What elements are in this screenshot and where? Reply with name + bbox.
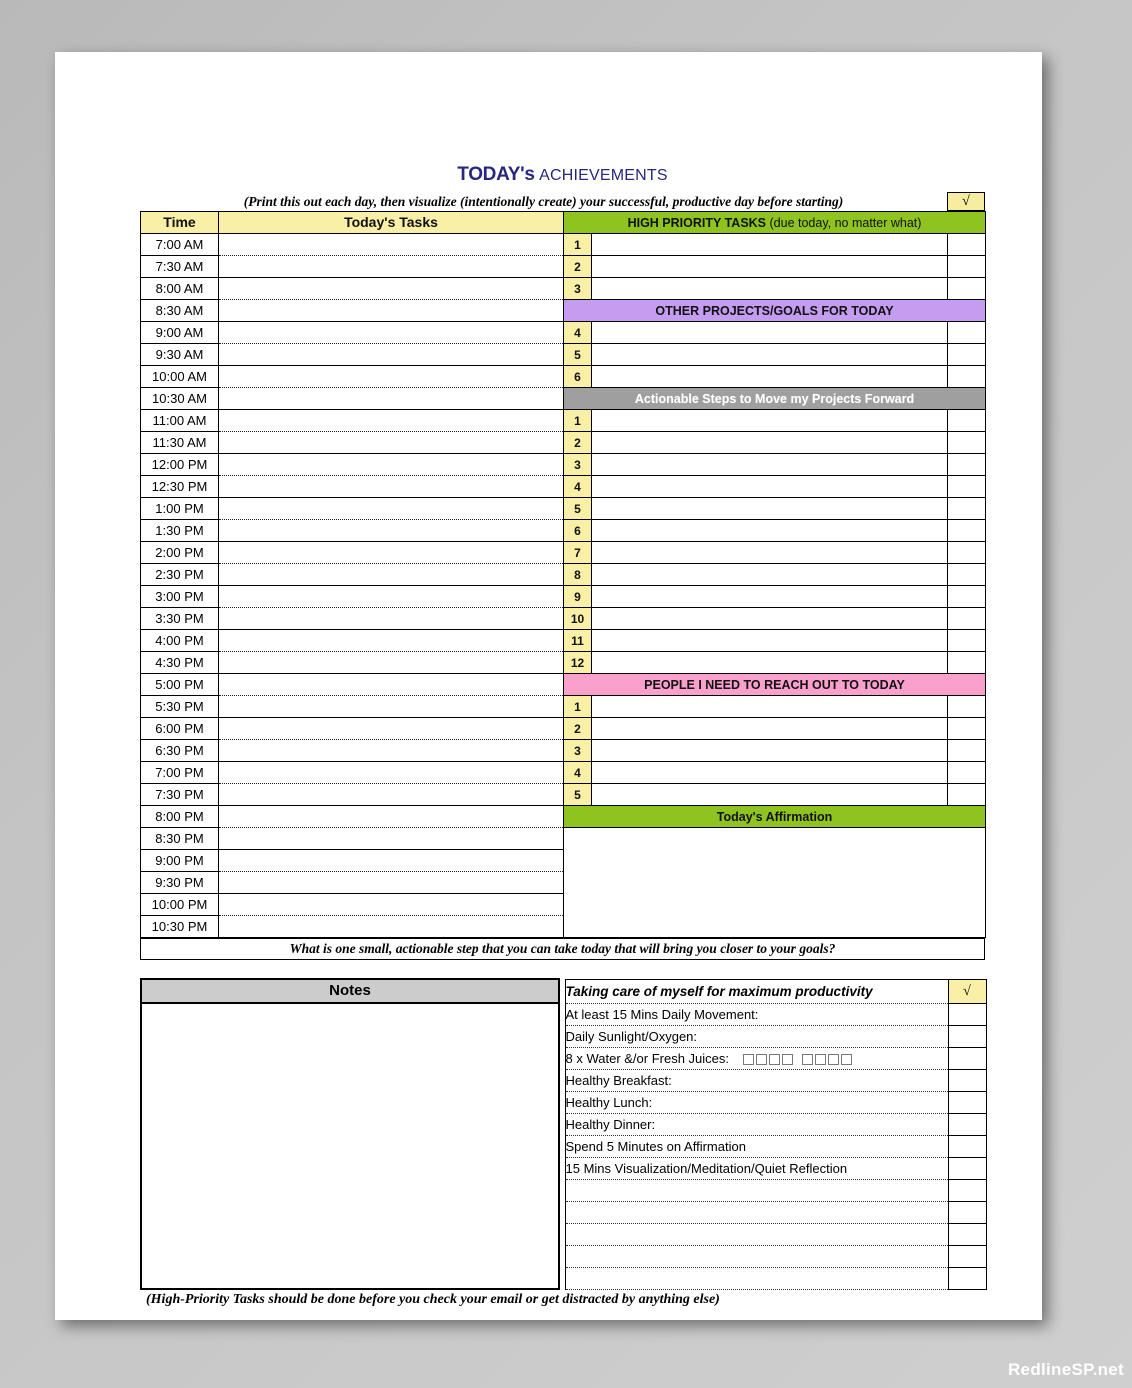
task-input-line[interactable] — [219, 256, 564, 278]
planner-grid — [140, 211, 986, 938]
subtitle-row — [140, 192, 985, 211]
time-label: 4:30 PM — [141, 652, 219, 674]
self-care-item-label: 8 x Water &/or Fresh Juices: — [565, 1050, 730, 1066]
task-input-line[interactable] — [219, 718, 564, 740]
item-check-box[interactable] — [948, 564, 986, 586]
item-input-line[interactable] — [592, 542, 948, 564]
item-input-line[interactable] — [592, 762, 948, 784]
task-input-line[interactable] — [219, 300, 564, 322]
time-row — [141, 718, 986, 740]
self-care-item-label: Spend 5 Minutes on Affirmation — [565, 1138, 746, 1154]
self-care-item — [565, 1069, 948, 1091]
time-label: 6:00 PM — [141, 718, 219, 740]
item-check-box[interactable] — [948, 234, 986, 256]
item-input-line[interactable] — [592, 256, 948, 278]
self-care-item-label: Healthy Breakfast: — [565, 1072, 672, 1088]
water-checkbox[interactable] — [815, 1054, 826, 1065]
item-check-box[interactable] — [948, 322, 986, 344]
notes-header: Notes — [141, 979, 559, 1003]
task-input-line[interactable] — [219, 894, 564, 916]
time-row — [141, 762, 986, 784]
item-input-line[interactable] — [592, 278, 948, 300]
item-number: 2 — [564, 718, 592, 740]
time-label: 10:00 AM — [141, 366, 219, 388]
time-row — [141, 586, 986, 608]
item-input-line[interactable] — [592, 454, 948, 476]
task-input-line[interactable] — [219, 520, 564, 542]
section-header-high-priority — [564, 212, 986, 234]
item-number: 11 — [564, 630, 592, 652]
item-check-box[interactable] — [948, 278, 986, 300]
time-label: 10:00 PM — [141, 894, 219, 916]
time-row — [141, 740, 986, 762]
item-input-line[interactable] — [592, 476, 948, 498]
task-input-line[interactable] — [219, 476, 564, 498]
item-number: 6 — [564, 366, 592, 388]
item-number: 5 — [564, 498, 592, 520]
water-checkbox[interactable] — [769, 1054, 780, 1065]
affirmation-text-area[interactable] — [564, 828, 986, 938]
item-number: 2 — [564, 432, 592, 454]
time-row — [141, 498, 986, 520]
time-label: 8:00 AM — [141, 278, 219, 300]
time-row — [141, 278, 986, 300]
self-care-blank-line — [565, 1223, 948, 1245]
task-input-line[interactable] — [219, 498, 564, 520]
time-row — [141, 234, 986, 256]
item-input-line[interactable] — [592, 630, 948, 652]
time-row — [141, 630, 986, 652]
self-care-blank-line — [565, 1245, 948, 1267]
item-input-line[interactable] — [592, 784, 948, 806]
item-input-line[interactable] — [592, 322, 948, 344]
section-header: OTHER PROJECTS/GOALS FOR TODAY — [564, 300, 986, 322]
water-checkbox-group[interactable] — [743, 1048, 854, 1069]
water-checkbox[interactable] — [802, 1054, 813, 1065]
time-label: 9:30 PM — [141, 872, 219, 894]
self-care-check-box[interactable] — [948, 1047, 986, 1069]
time-label: 2:00 PM — [141, 542, 219, 564]
self-care-check-box[interactable] — [948, 1157, 986, 1179]
column-header-tasks: Today's Tasks — [219, 212, 564, 234]
lower-section — [140, 978, 985, 1290]
time-row — [141, 608, 986, 630]
time-label: 4:00 PM — [141, 630, 219, 652]
self-care-item — [565, 1091, 948, 1113]
item-check-box[interactable] — [948, 410, 986, 432]
task-input-line[interactable] — [219, 828, 564, 850]
task-input-line[interactable] — [219, 872, 564, 894]
item-input-line[interactable] — [592, 234, 948, 256]
self-care-item — [565, 1025, 948, 1047]
time-row — [141, 520, 986, 542]
item-number: 3 — [564, 278, 592, 300]
task-input-line[interactable] — [219, 410, 564, 432]
watermark: RedlineSP.net — [1007, 1360, 1124, 1379]
task-input-line[interactable] — [219, 432, 564, 454]
time-label: 5:00 PM — [141, 674, 219, 696]
time-label: 7:30 AM — [141, 256, 219, 278]
item-check-box[interactable] — [948, 608, 986, 630]
time-row — [141, 410, 986, 432]
item-check-box[interactable] — [948, 586, 986, 608]
item-number: 3 — [564, 740, 592, 762]
item-input-line[interactable] — [592, 344, 948, 366]
time-label: 10:30 PM — [141, 916, 219, 938]
item-check-box[interactable] — [948, 476, 986, 498]
self-care-check-box[interactable] — [948, 1113, 986, 1135]
time-row — [141, 344, 986, 366]
self-care-check-box[interactable] — [948, 1245, 986, 1267]
planner-sheet — [140, 162, 985, 1308]
time-label: 10:30 AM — [141, 388, 219, 410]
item-number: 9 — [564, 586, 592, 608]
self-care-item — [565, 1003, 948, 1025]
column-header-time: Time — [141, 212, 219, 234]
self-care-check-box[interactable] — [948, 1069, 986, 1091]
question-table — [140, 938, 985, 960]
self-care-item — [565, 1047, 948, 1069]
self-care-check-box[interactable] — [948, 1267, 986, 1289]
high-priority-note: (due today, no matter what) — [766, 215, 922, 230]
item-number: 3 — [564, 454, 592, 476]
item-number: 5 — [564, 784, 592, 806]
item-check-box[interactable] — [948, 740, 986, 762]
item-number: 1 — [564, 696, 592, 718]
task-input-line[interactable] — [219, 806, 564, 828]
item-check-box[interactable] — [948, 432, 986, 454]
time-label: 8:00 PM — [141, 806, 219, 828]
item-input-line[interactable] — [592, 696, 948, 718]
water-checkbox[interactable] — [828, 1054, 839, 1065]
section-header: Actionable Steps to Move my Projects Forward — [564, 388, 986, 410]
item-check-box[interactable] — [948, 344, 986, 366]
task-input-line[interactable] — [219, 608, 564, 630]
item-number: 10 — [564, 608, 592, 630]
self-care-item-label: Healthy Dinner: — [565, 1116, 656, 1132]
title-light: ACHIEVEMENTS — [539, 167, 668, 184]
item-check-box[interactable] — [948, 784, 986, 806]
time-row — [141, 652, 986, 674]
time-label: 7:30 PM — [141, 784, 219, 806]
self-care-check-box[interactable] — [948, 1223, 986, 1245]
task-input-line[interactable] — [219, 762, 564, 784]
time-row — [141, 542, 986, 564]
time-label: 6:30 PM — [141, 740, 219, 762]
time-label: 7:00 PM — [141, 762, 219, 784]
water-checkbox[interactable] — [756, 1054, 767, 1065]
item-input-line[interactable] — [592, 586, 948, 608]
item-number: 12 — [564, 652, 592, 674]
self-care-item-label: At least 15 Mins Daily Movement: — [565, 1006, 759, 1022]
item-check-box[interactable] — [948, 762, 986, 784]
self-care-blank-line — [565, 1267, 948, 1289]
task-input-line[interactable] — [219, 564, 564, 586]
time-row — [141, 322, 986, 344]
grid-header-row — [141, 212, 986, 234]
water-checkbox[interactable] — [782, 1054, 793, 1065]
self-care-item — [565, 1113, 948, 1135]
task-input-line[interactable] — [219, 784, 564, 806]
footer-note: (High-Priority Tasks should be done before you check your email or get distracted by anything else) — [146, 1292, 720, 1307]
task-input-line[interactable] — [219, 542, 564, 564]
time-row — [141, 828, 986, 850]
time-label: 11:00 AM — [141, 410, 219, 432]
item-number: 7 — [564, 542, 592, 564]
item-check-box[interactable] — [948, 520, 986, 542]
water-checkbox[interactable] — [743, 1054, 754, 1065]
time-row — [141, 564, 986, 586]
item-input-line[interactable] — [592, 432, 948, 454]
item-number: 8 — [564, 564, 592, 586]
time-row — [141, 256, 986, 278]
self-care-item-label: Daily Sunlight/Oxygen: — [565, 1028, 698, 1044]
high-priority-bold: HIGH PRIORITY TASKS — [627, 215, 767, 230]
item-input-line[interactable] — [592, 608, 948, 630]
notes-text-area[interactable] — [141, 1003, 559, 1289]
time-label: 1:00 PM — [141, 498, 219, 520]
item-input-line[interactable] — [592, 520, 948, 542]
time-row — [141, 454, 986, 476]
time-row — [141, 696, 986, 718]
task-input-line[interactable] — [219, 344, 564, 366]
item-check-box[interactable] — [948, 696, 986, 718]
task-input-line[interactable] — [219, 630, 564, 652]
time-label: 9:30 AM — [141, 344, 219, 366]
self-care-item-label: 15 Mins Visualization/Meditation/Quiet Reflection — [565, 1160, 848, 1176]
item-check-box[interactable] — [948, 256, 986, 278]
task-input-line[interactable] — [219, 916, 564, 938]
time-label: 3:00 PM — [141, 586, 219, 608]
self-care-blank-line — [565, 1179, 948, 1201]
time-row — [141, 674, 986, 696]
title-strong: TODAY's — [457, 164, 535, 185]
item-number: 2 — [564, 256, 592, 278]
item-number: 1 — [564, 410, 592, 432]
task-input-line[interactable] — [219, 278, 564, 300]
section-header: PEOPLE I NEED TO REACH OUT TO TODAY — [564, 674, 986, 696]
printable-page — [55, 52, 1042, 1320]
water-checkbox[interactable] — [841, 1054, 852, 1065]
header-tick-box: √ — [947, 192, 985, 211]
time-row — [141, 476, 986, 498]
item-input-line[interactable] — [592, 718, 948, 740]
item-number: 1 — [564, 234, 592, 256]
self-care-check-box[interactable] — [948, 1025, 986, 1047]
time-label: 9:00 AM — [141, 322, 219, 344]
item-check-box[interactable] — [948, 652, 986, 674]
self-care-check-box[interactable] — [948, 1201, 986, 1223]
time-row — [141, 366, 986, 388]
task-input-line[interactable] — [219, 674, 564, 696]
time-row — [141, 432, 986, 454]
time-row — [141, 806, 986, 828]
time-label: 7:00 AM — [141, 234, 219, 256]
task-input-line[interactable] — [219, 740, 564, 762]
item-input-line[interactable] — [592, 652, 948, 674]
item-input-line[interactable] — [592, 366, 948, 388]
time-row — [141, 300, 986, 322]
item-check-box[interactable] — [948, 718, 986, 740]
self-care-item — [565, 1135, 948, 1157]
page-title — [140, 162, 985, 186]
task-input-line[interactable] — [219, 586, 564, 608]
task-input-line[interactable] — [219, 696, 564, 718]
self-care-check-box[interactable] — [948, 1091, 986, 1113]
self-care-blank-line — [565, 1201, 948, 1223]
time-label: 9:00 PM — [141, 850, 219, 872]
time-label: 12:00 PM — [141, 454, 219, 476]
self-care-check-box[interactable] — [948, 1179, 986, 1201]
time-label: 5:30 PM — [141, 696, 219, 718]
task-input-line[interactable] — [219, 322, 564, 344]
self-care-tick-header: √ — [948, 979, 986, 1003]
item-number: 4 — [564, 762, 592, 784]
time-label: 8:30 PM — [141, 828, 219, 850]
section-header: Today's Affirmation — [564, 806, 986, 828]
self-care-item — [565, 1157, 948, 1179]
notes-and-selfcare-grid — [140, 978, 987, 1290]
item-number: 6 — [564, 520, 592, 542]
item-input-line[interactable] — [592, 410, 948, 432]
item-input-line[interactable] — [592, 498, 948, 520]
item-check-box[interactable] — [948, 366, 986, 388]
task-input-line[interactable] — [219, 366, 564, 388]
time-label: 3:30 PM — [141, 608, 219, 630]
item-input-line[interactable] — [592, 740, 948, 762]
time-row — [141, 784, 986, 806]
item-check-box[interactable] — [948, 630, 986, 652]
task-input-line[interactable] — [219, 388, 564, 410]
subtitle-text: (Print this out each day, then visualize (intentionally create) your successful, productive day before starting) — [243, 194, 844, 209]
task-input-line[interactable] — [219, 234, 564, 256]
self-care-check-box[interactable] — [948, 1003, 986, 1025]
item-number: 5 — [564, 344, 592, 366]
self-care-check-box[interactable] — [948, 1135, 986, 1157]
task-input-line[interactable] — [219, 454, 564, 476]
self-care-header: Taking care of myself for maximum productivity — [565, 979, 948, 1003]
task-input-line[interactable] — [219, 850, 564, 872]
time-label: 11:30 AM — [141, 432, 219, 454]
goal-question: What is one small, actionable step that you can take today that will bring you closer to your goals? — [141, 939, 985, 960]
item-input-line[interactable] — [592, 564, 948, 586]
time-label: 8:30 AM — [141, 300, 219, 322]
time-label: 2:30 PM — [141, 564, 219, 586]
self-care-item-label: Healthy Lunch: — [565, 1094, 653, 1110]
item-number: 4 — [564, 322, 592, 344]
item-check-box[interactable] — [948, 498, 986, 520]
item-number: 4 — [564, 476, 592, 498]
lower-row — [141, 979, 986, 1003]
task-input-line[interactable] — [219, 652, 564, 674]
time-label: 1:30 PM — [141, 520, 219, 542]
item-check-box[interactable] — [948, 454, 986, 476]
item-check-box[interactable] — [948, 542, 986, 564]
time-row — [141, 388, 986, 410]
time-label: 12:30 PM — [141, 476, 219, 498]
